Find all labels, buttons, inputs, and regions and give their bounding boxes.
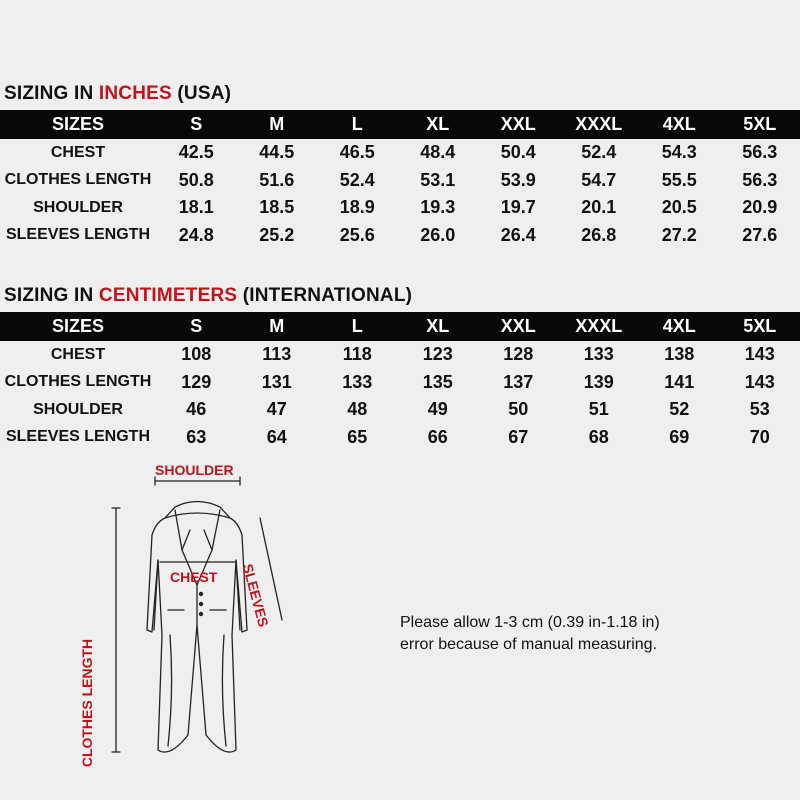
title-suffix: (INTERNATIONAL) (237, 285, 413, 306)
table-cell: 113 (262, 344, 292, 365)
table-header-row (0, 312, 800, 341)
centimeters-size-table (0, 312, 800, 451)
table-row (0, 167, 800, 195)
table-cell: 24.8 (178, 224, 214, 245)
table-cell: 56.3 (742, 142, 778, 163)
table-cell: 46 (186, 399, 207, 420)
table-cell: 47 (266, 399, 287, 420)
table-cell: 20.9 (742, 197, 778, 218)
table-cell: 135 (422, 371, 453, 392)
header-label: SIZES (51, 114, 104, 134)
size-header: XL (426, 316, 450, 336)
size-header: M (269, 316, 285, 336)
table-cell: 49 (427, 399, 448, 420)
centimeters-section-title (4, 285, 412, 307)
row-label: CLOTHES LENGTH (4, 373, 152, 391)
size-header: L (351, 114, 363, 134)
table-cell: 54.7 (581, 169, 617, 190)
shoulder-label: SHOULDER (155, 462, 234, 478)
title-prefix: SIZING IN (4, 83, 99, 104)
inches-section-title (4, 83, 231, 105)
row-label: SLEEVES LENGTH (5, 226, 151, 244)
table-row (0, 369, 800, 397)
table-row (0, 222, 800, 250)
measurement-note (400, 612, 660, 656)
table-cell: 139 (583, 371, 614, 392)
table-cell: 26.4 (500, 224, 536, 245)
title-accent: CENTIMETERS (98, 285, 238, 306)
sleeves-label: SLEEVES (239, 562, 272, 629)
table-cell: 55.5 (661, 169, 697, 190)
table-row (0, 139, 800, 167)
table-cell: 141 (664, 371, 695, 392)
table-header-row (0, 110, 800, 139)
table-cell: 56.3 (742, 169, 778, 190)
table-cell: 20.5 (661, 197, 697, 218)
table-cell: 54.3 (661, 142, 697, 163)
title-accent: INCHES (98, 83, 172, 104)
note-line-2: error because of manual measuring. (400, 636, 658, 653)
note-line-1: Please allow 1-3 cm (0.39 in-1.18 in) (400, 614, 660, 631)
size-header: XXL (500, 114, 536, 134)
table-cell: 18.5 (259, 197, 295, 218)
table-cell: 51 (588, 399, 609, 420)
table-row (0, 341, 800, 369)
size-header: 4XL (662, 114, 696, 134)
size-header: M (269, 114, 285, 134)
measurement-diagram (70, 450, 370, 795)
chest-label: CHEST (170, 569, 218, 585)
size-header: 4XL (662, 316, 696, 336)
row-label: CHEST (50, 345, 106, 363)
table-cell: 129 (181, 371, 212, 392)
table-cell: 64 (266, 426, 287, 447)
table-cell: 50.8 (178, 169, 214, 190)
clothes-length-label: CLOTHES LENGTH (79, 638, 95, 768)
size-header: L (351, 316, 363, 336)
table-cell: 18.1 (178, 197, 214, 218)
inches-size-table (0, 110, 800, 249)
table-cell: 70 (749, 426, 770, 447)
title-suffix: (USA) (171, 83, 232, 104)
table-cell: 143 (744, 371, 775, 392)
table-cell: 123 (422, 344, 453, 365)
table-cell: 53 (749, 399, 770, 420)
table-cell: 26.0 (420, 224, 456, 245)
size-header: 5XL (743, 316, 777, 336)
header-label: SIZES (51, 316, 104, 336)
table-cell: 48 (347, 399, 368, 420)
size-header: XXXL (575, 114, 623, 134)
table-cell: 18.9 (339, 197, 375, 218)
tailcoat-outline-icon (70, 450, 370, 795)
table-cell: 53.1 (420, 169, 456, 190)
table-cell: 52 (669, 399, 690, 420)
table-row (0, 396, 800, 424)
table-cell: 118 (342, 344, 372, 365)
table-cell: 67 (508, 426, 529, 447)
table-cell: 25.6 (339, 224, 375, 245)
row-label: CLOTHES LENGTH (4, 171, 152, 189)
table-row (0, 194, 800, 222)
size-header: 5XL (743, 114, 777, 134)
table-cell: 20.1 (581, 197, 617, 218)
table-cell: 131 (261, 371, 292, 392)
table-cell: 44.5 (259, 142, 295, 163)
table-cell: 143 (744, 344, 775, 365)
row-label: CHEST (50, 143, 106, 161)
table-cell: 27.2 (661, 224, 697, 245)
table-cell: 108 (181, 344, 212, 365)
table-cell: 68 (588, 426, 609, 447)
table-cell: 25.2 (259, 224, 295, 245)
table-cell: 48.4 (420, 142, 456, 163)
table-cell: 19.3 (420, 197, 456, 218)
table-cell: 50 (508, 399, 529, 420)
row-label: SHOULDER (33, 400, 123, 418)
table-cell: 51.6 (259, 169, 295, 190)
table-cell: 128 (503, 344, 534, 365)
table-cell: 19.7 (500, 197, 536, 218)
table-cell: 26.8 (581, 224, 617, 245)
row-label: SHOULDER (33, 198, 123, 216)
table-cell: 53.9 (500, 169, 536, 190)
table-cell: 52.4 (339, 169, 375, 190)
size-header: XXL (500, 316, 536, 336)
size-header: XL (426, 114, 450, 134)
table-cell: 50.4 (500, 142, 536, 163)
table-cell: 42.5 (178, 142, 214, 163)
table-cell: 27.6 (742, 224, 778, 245)
table-cell: 66 (427, 426, 448, 447)
row-label: SLEEVES LENGTH (5, 428, 151, 446)
table-row (0, 424, 800, 452)
table-cell: 65 (347, 426, 368, 447)
table-cell: 69 (669, 426, 690, 447)
size-header: S (190, 316, 203, 336)
size-header: XXXL (575, 316, 623, 336)
title-prefix: SIZING IN (4, 285, 99, 306)
table-cell: 52.4 (581, 142, 617, 163)
table-cell: 46.5 (339, 142, 375, 163)
table-cell: 63 (186, 426, 207, 447)
size-header: S (190, 114, 203, 134)
table-cell: 138 (664, 344, 695, 365)
table-cell: 137 (503, 371, 534, 392)
table-cell: 133 (583, 344, 614, 365)
table-cell: 133 (342, 371, 373, 392)
